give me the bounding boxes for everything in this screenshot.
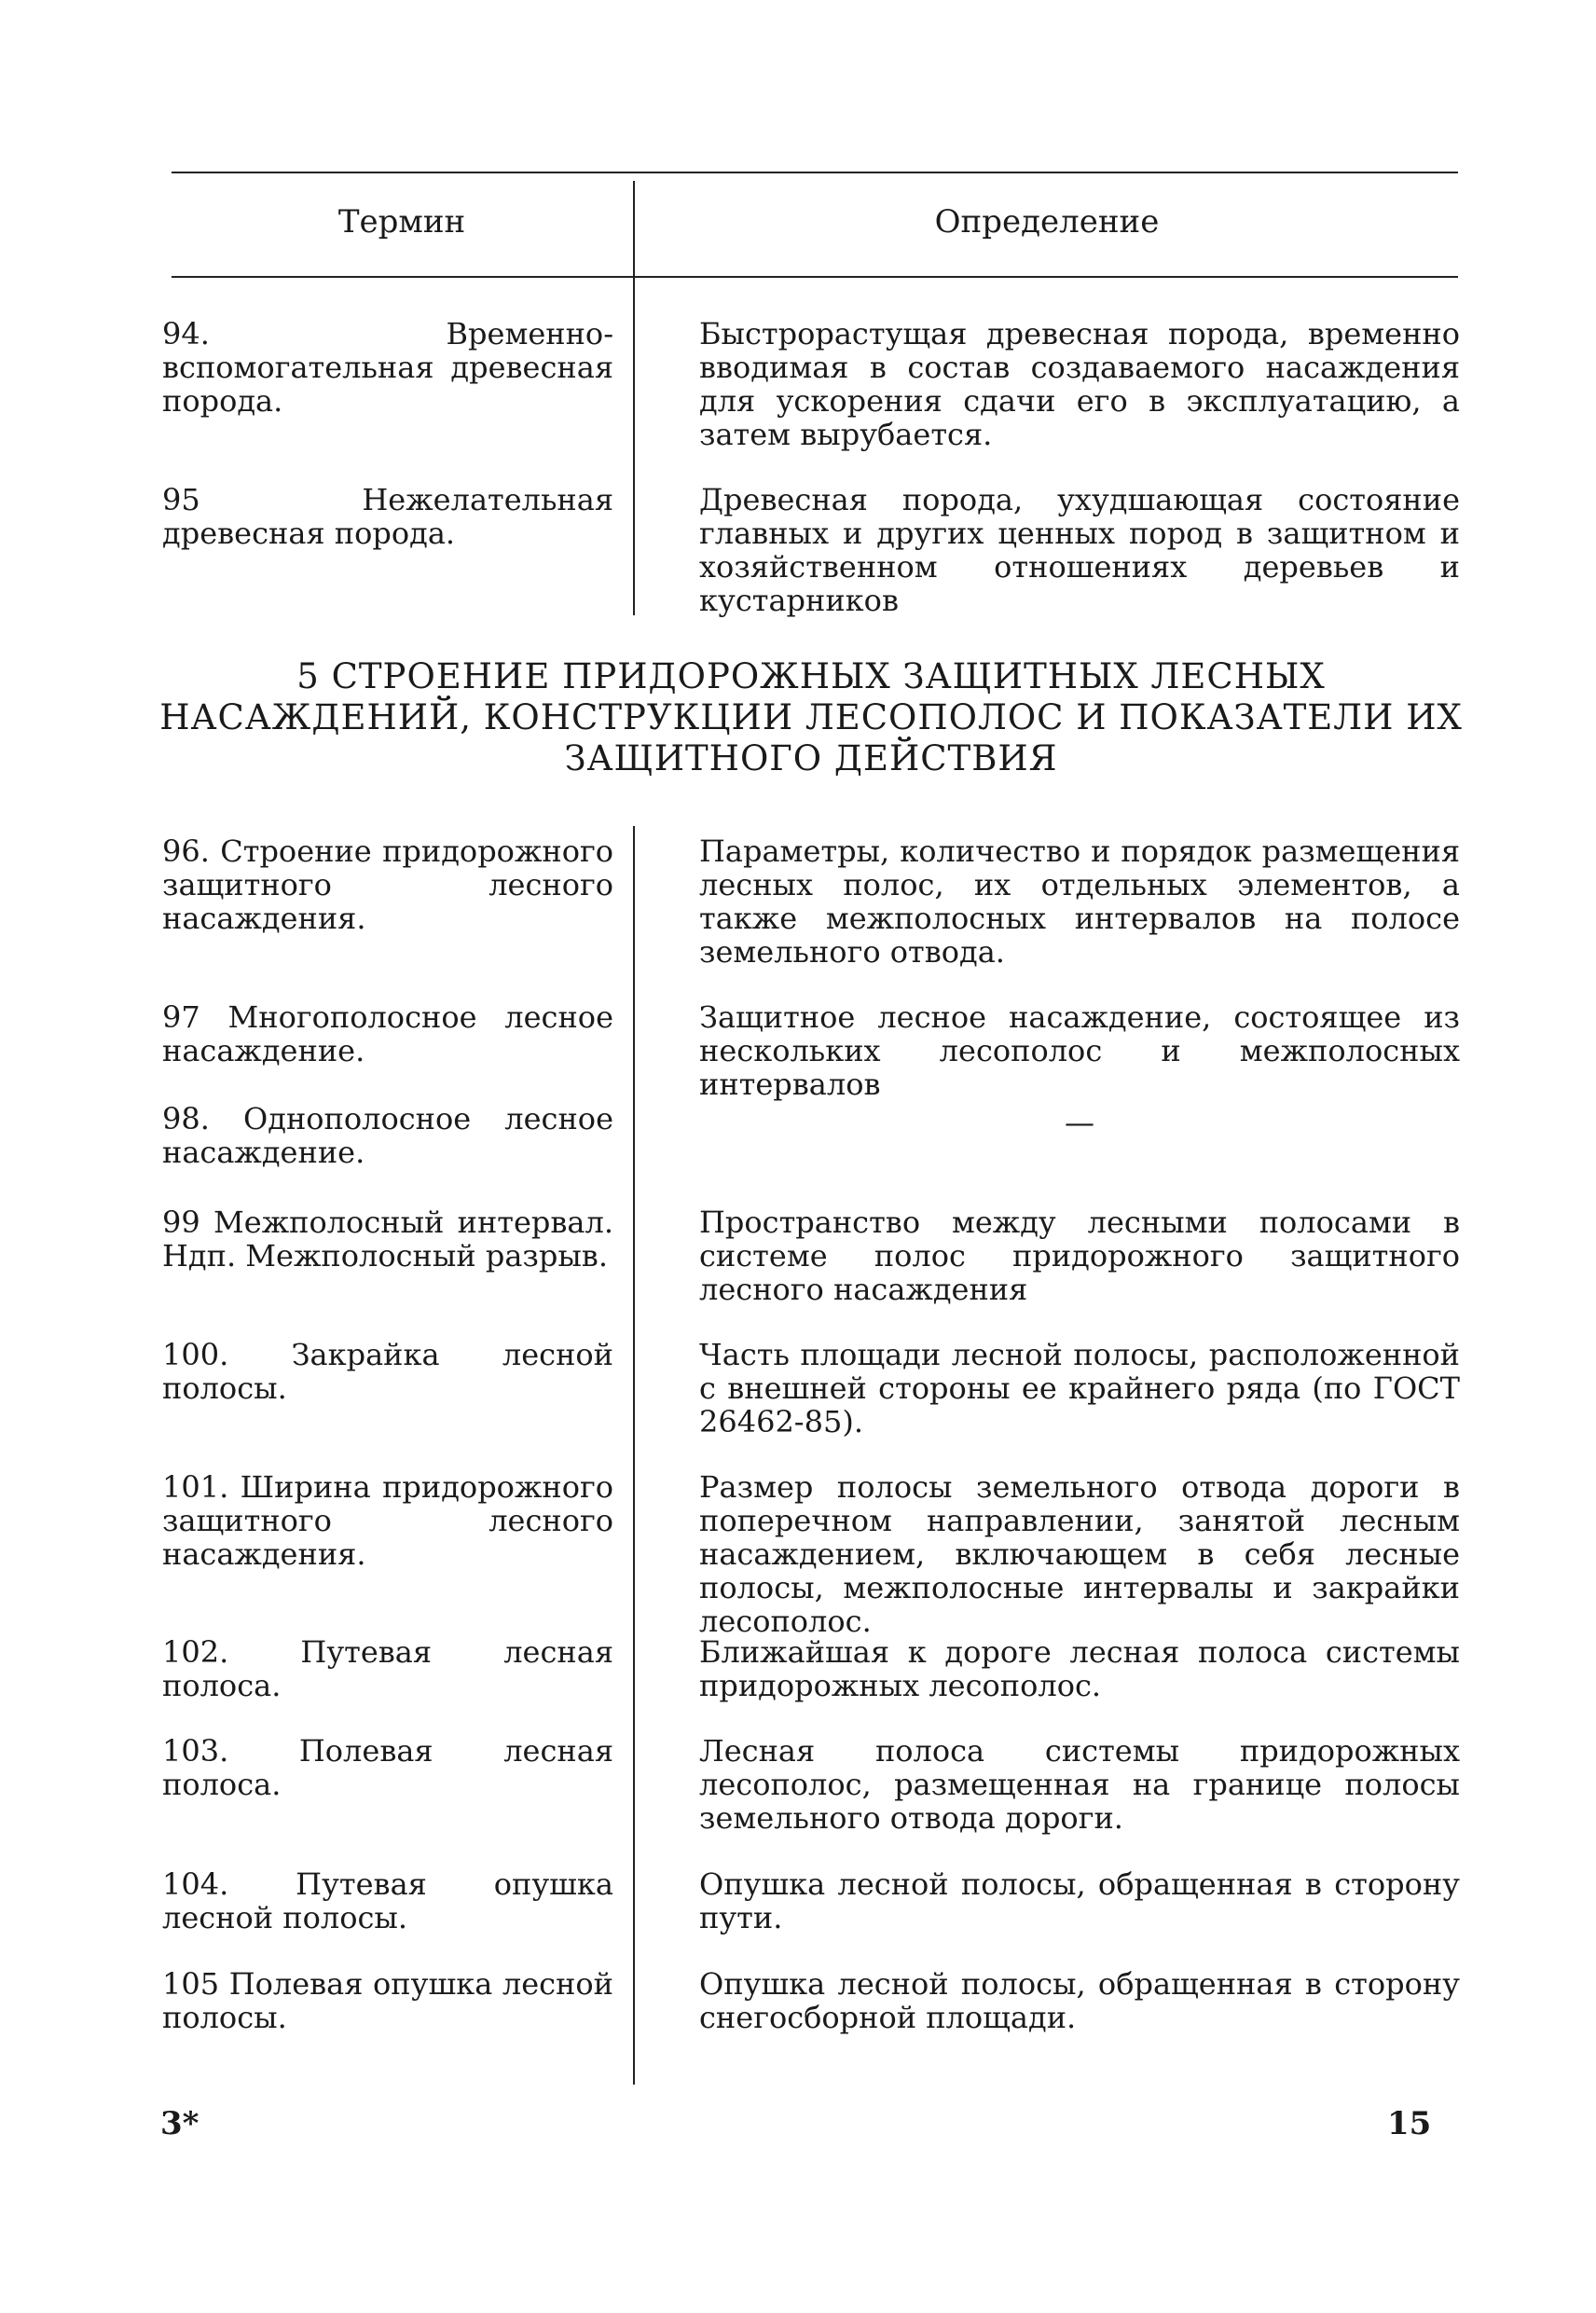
definition-101: Размер полосы земельного отвода дороги в поперечном направлении, занятой лесным насаждением, включающем в себя лесные полосы, межполосные интервалы и закрайки лесополос.	[699, 1469, 1460, 1639]
term-99: 99 Межполосный интервал. Ндп. Межполосный разрыв.	[162, 1205, 613, 1274]
table-header-rule	[172, 276, 1458, 278]
column-divider-top	[633, 181, 635, 615]
definition-100: Часть площади лесной полосы, расположенной с внешней стороны ее крайнего ряда (по ГОСТ 26462-85).	[699, 1337, 1460, 1439]
header-term: Термин	[337, 203, 466, 241]
term-96: 96. Строение придорожного защитного лесного насаждения.	[162, 833, 613, 936]
definition-95: Древесная порода, ухудшающая состояние главных и других ценных пород в защитном и хозяйственном отношениях деревьев и кустарников	[699, 482, 1460, 618]
term-94: 94. Временно-вспомогательная древесная порода.	[162, 316, 613, 419]
term-102: 102. Путевая лесная полоса.	[162, 1634, 613, 1703]
term-103: 103. Полевая лесная полоса.	[162, 1733, 613, 1802]
definition-104: Опушка лесной полосы, обращенная в сторону пути.	[699, 1866, 1460, 1935]
term-104: 104. Путевая опушка лесной полосы.	[162, 1866, 613, 1935]
term-100: 100. Закрайка лесной полосы.	[162, 1337, 613, 1406]
term-95: 95 Нежелательная древесная порода.	[162, 482, 613, 551]
term-97: 97 Многополосное лесное насаждение.	[162, 999, 613, 1068]
definition-97: Защитное лесное насаждение, состоящее из нескольких лесополос и межполосных интервалов	[699, 999, 1460, 1102]
term-101: 101. Ширина придорожного защитного лесного насаждения.	[162, 1469, 613, 1572]
term-105: 105 Полевая опушка лесной полосы.	[162, 1966, 613, 2035]
page-number: 15	[1387, 2105, 1432, 2142]
section-title: 5 СТРОЕНИЕ ПРИДОРОЖНЫХ ЗАЩИТНЫХ ЛЕСНЫХ НАСАЖДЕНИЙ, КОНСТРУКЦИИ ЛЕСОПОЛОС И ПОКАЗАТЕЛИ ИХ ЗАЩИТНОГО ДЕЙСТВИЯ	[159, 656, 1463, 778]
header-definition: Определение	[934, 203, 1160, 241]
definition-94: Быстрорастущая древесная порода, временно вводимая в состав создаваемого насаждения для ускорения сдачи его в эксплуатацию, а затем вырубается.	[699, 316, 1460, 452]
table-top-rule	[172, 172, 1458, 173]
definition-96: Параметры, количество и порядок размещения лесных полос, их отдельных элементов, а также межполосных интервалов на полосе земельного отвода.	[699, 833, 1460, 970]
footer-signature-mark: 3*	[160, 2105, 200, 2142]
term-98: 98. Однополосное лесное насаждение.	[162, 1101, 613, 1170]
definition-103: Лесная полоса системы придорожных лесополос, размещенная на границе полосы земельного отвода дороги.	[699, 1733, 1460, 1836]
definition-99: Пространство между лесными полосами в системе полос придорожного защитного лесного насаждения	[699, 1205, 1460, 1307]
column-divider-main	[633, 826, 635, 2085]
definition-102: Ближайшая к дороге лесная полоса системы придорожных лесополос.	[699, 1634, 1460, 1703]
definition-98: —	[1065, 1105, 1094, 1140]
definition-105: Опушка лесной полосы, обращенная в сторону снегосборной площади.	[699, 1966, 1460, 2035]
